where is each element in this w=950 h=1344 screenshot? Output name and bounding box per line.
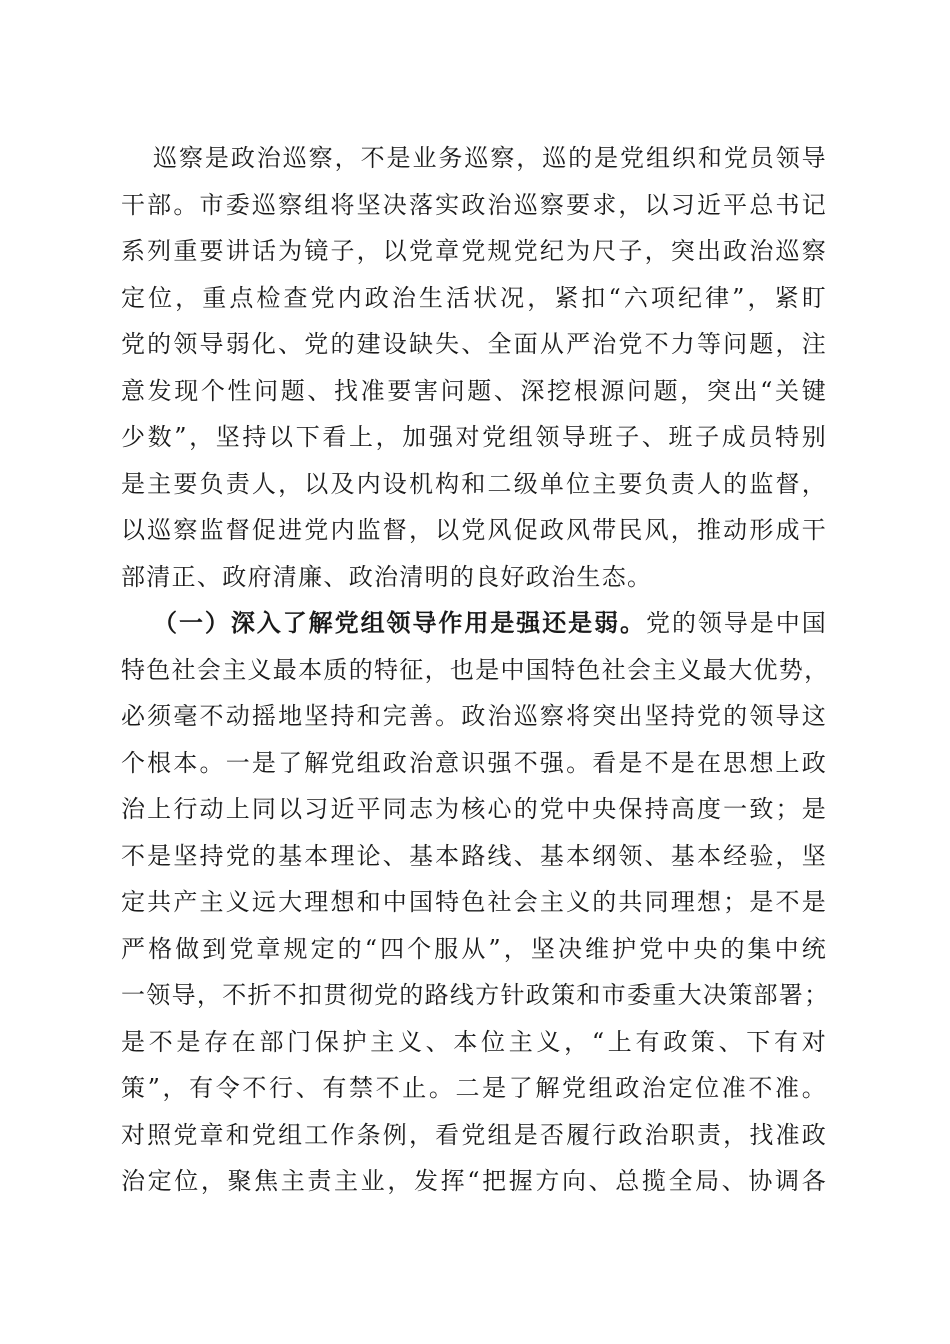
paragraph-2-line: 定共产主义远大理想和中国特色社会主义的共同理想；是不是 (121, 888, 827, 916)
paragraph-1-line: 巡察是政治巡察，不是业务巡察，巡的是党组织和党员领导 (153, 144, 827, 172)
paragraph-2-line: 是不是存在部门保护主义、本位主义，“上有政策、下有对 (121, 1027, 827, 1056)
paragraph-1-line: 党的领导弱化、党的建设缺失、全面从严治党不力等问题，注 (121, 330, 827, 358)
paragraph-2-line: 特色社会主义最本质的特征，也是中国特色社会主义最大优势， (121, 655, 830, 684)
paragraph-1-line: 系列重要讲话为镜子，以党章党规党纪为尺子，突出政治巡察 (121, 237, 827, 265)
paragraph-2-line: 对照党章和党组工作条例，看党组是否履行政治职责，找准政 (121, 1120, 827, 1149)
section-heading: （一）深入了解党组领导作用是强还是弱。 (153, 609, 647, 637)
paragraph-2-line: 个根本。一是了解党组政治意识强不强。看是不是在思想上政 (121, 748, 827, 777)
paragraph-2-line: 必须毫不动摇地坚持和完善。政治巡察将突出坚持党的领导这 (121, 702, 827, 730)
paragraph-2-line: 治定位，聚焦主责主业，发挥“把握方向、总揽全局、协调各 (121, 1167, 827, 1195)
paragraph-1-line: 干部。市委巡察组将坚决落实政治巡察要求，以习近平总书记 (121, 190, 827, 219)
paragraph-1-line: 是主要负责人，以及内设机构和二级单位主要负责人的监督， (121, 469, 827, 498)
paragraph-2-first-line (121, 600, 827, 647)
paragraph-2-line: 一领导，不折不扣贯彻党的路线方针政策和市委重大决策部署； (121, 981, 830, 1009)
paragraph-2-line: 治上行动上同以习近平同志为核心的党中央保持高度一致；是 (121, 795, 827, 823)
paragraph-1-line: 以巡察监督促进党内监督，以党风促政风带民风，推动形成干 (121, 516, 827, 544)
paragraph-1-line: 部清正、政府清廉、政治清明的良好政治生态。 (121, 562, 653, 591)
paragraph-2-text: 党的领导是中国 (646, 609, 828, 637)
paragraph-1-line: 少数”，坚持以下看上，加强对党组领导班子、班子成员特别 (121, 423, 827, 451)
paragraph-2-line: 策”，有令不行、有禁不止。二是了解党组政治定位准不准。 (121, 1074, 827, 1102)
paragraph-2-line: 不是坚持党的基本理论、基本路线、基本纲领、基本经验，坚 (121, 841, 827, 870)
paragraph-1-line: 意发现个性问题、找准要害问题、深挖根源问题，突出“关键 (121, 376, 827, 405)
document-body (121, 135, 830, 1205)
paragraph-2-line: 严格做到党章规定的“四个服从”，坚决维护党中央的集中统 (121, 934, 827, 963)
paragraph-1-line: 定位，重点检查党内政治生活状况，紧扣“六项纪律”，紧盯 (121, 283, 827, 312)
